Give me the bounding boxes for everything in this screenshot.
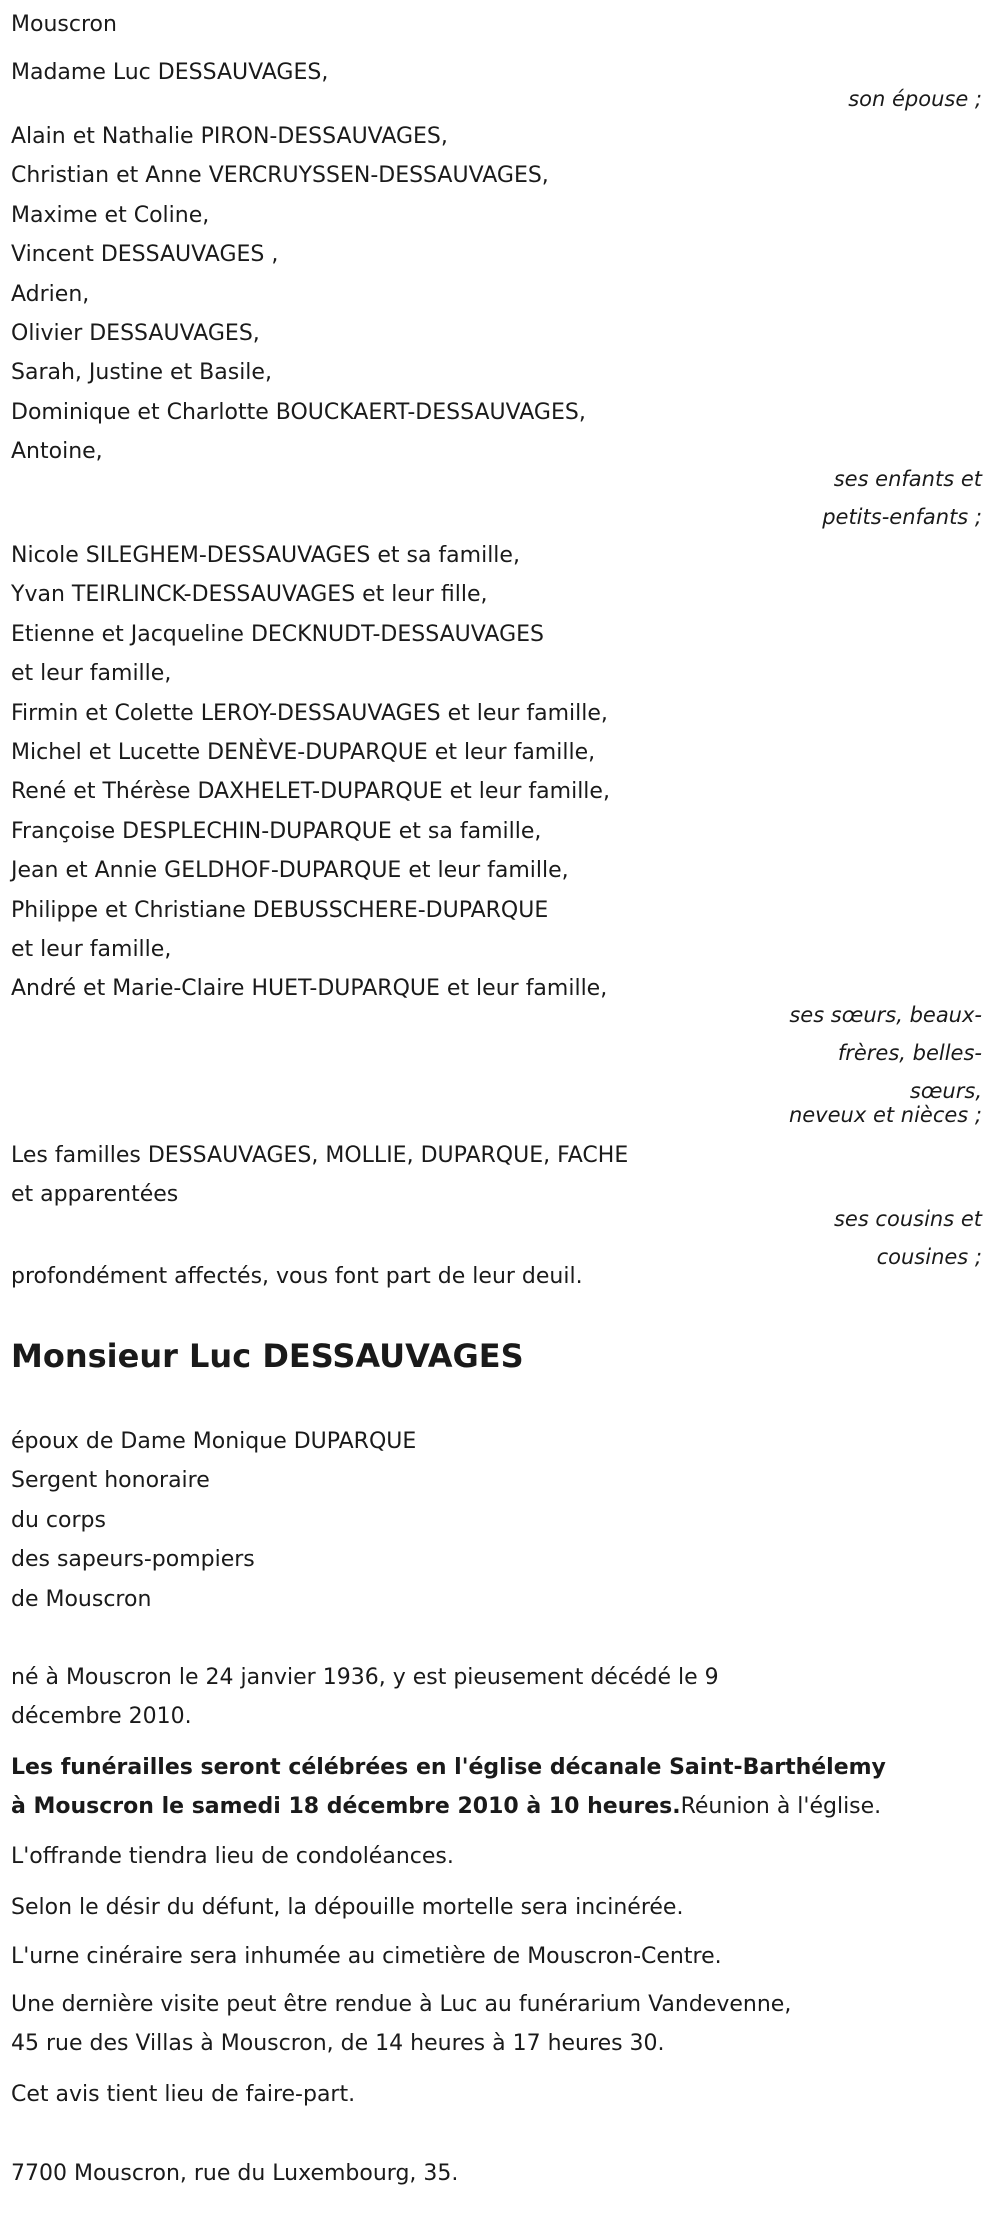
list-item: Christian et Anne VERCRUYSSEN-DESSAUVAGES, bbox=[11, 163, 549, 189]
urn bbox=[11, 1937, 722, 1976]
notice-text: Cet avis tient lieu de faire-part. bbox=[11, 2082, 356, 2107]
list-item: André et Marie-Claire HUET-DUPARQUE et leur famille, bbox=[11, 976, 608, 1002]
label-line: neveux et nièces ; bbox=[788, 1103, 982, 1127]
city-text: Mouscron bbox=[11, 12, 117, 37]
list-item: Yvan TEIRLINCK-DESSAUVAGES et leur fille, bbox=[11, 582, 488, 608]
address bbox=[11, 2154, 458, 2193]
birth-death-line: décembre 2010. bbox=[11, 1704, 192, 1730]
funeral-info bbox=[11, 1749, 886, 1826]
announcement-text: profondément affectés, vous font part de leur deuil. bbox=[11, 1264, 583, 1289]
spouse-label bbox=[848, 80, 982, 118]
list-item: Françoise DESPLECHIN-DUPARQUE et sa famille, bbox=[11, 818, 542, 844]
cremation-text: Selon le désir du défunt, la dépouille mortelle sera incinérée. bbox=[11, 1895, 684, 1920]
funeral-meeting: Réunion à l'église. bbox=[680, 1793, 882, 1819]
list-item: et apparentées bbox=[11, 1182, 179, 1208]
title-line: Sergent honoraire bbox=[11, 1468, 210, 1494]
children-label bbox=[822, 460, 982, 536]
label-line: ses sœurs, beaux- bbox=[789, 1003, 982, 1027]
notice bbox=[11, 2075, 355, 2114]
spouse bbox=[11, 53, 328, 92]
list-item: René et Thérèse DAXHELET-DUPARQUE et leur famille, bbox=[11, 779, 610, 805]
spouse-label-text: son épouse ; bbox=[848, 87, 982, 111]
list-item: Firmin et Colette LEROY-DESSAUVAGES et leur famille, bbox=[11, 700, 608, 726]
visit-line: Une dernière visite peut être rendue à Luc au funérarium Vandevenne, bbox=[11, 1992, 792, 2017]
list-item: Sarah, Justine et Basile, bbox=[11, 360, 272, 386]
list-item: Nicole SILEGHEM-DESSAUVAGES et sa famille, bbox=[11, 543, 520, 568]
cousins-label bbox=[834, 1200, 982, 1276]
title-line: époux de Dame Monique DUPARQUE bbox=[11, 1429, 417, 1454]
deceased-titles bbox=[11, 1422, 416, 1619]
title-line: du corps bbox=[11, 1507, 106, 1533]
address-text: 7700 Mouscron, rue du Luxembourg, 35. bbox=[11, 2161, 459, 2186]
list-item: Vincent DESSAUVAGES , bbox=[11, 242, 279, 268]
funeral-bold-line: à Mouscron le samedi 18 décembre 2010 à 10 heures. bbox=[11, 1793, 681, 1819]
list-item: Philippe et Christiane DEBUSSCHERE-DUPARQUE bbox=[11, 897, 549, 923]
offering bbox=[11, 1837, 454, 1876]
list-item: Dominique et Charlotte BOUCKAERT-DESSAUVAGES, bbox=[11, 399, 586, 425]
list-item: Les familles DESSAUVAGES, MOLLIE, DUPARQUE, FACHE bbox=[11, 1143, 629, 1168]
birth-death bbox=[11, 1658, 719, 1737]
list-item: Adrien, bbox=[11, 281, 90, 307]
label-line: sœurs, bbox=[909, 1079, 982, 1103]
list-item: et leur famille, bbox=[11, 661, 172, 687]
list-item: Antoine, bbox=[11, 439, 103, 465]
list-item: Olivier DESSAUVAGES, bbox=[11, 321, 260, 347]
cremation bbox=[11, 1888, 683, 1927]
label-line: frères, belles- bbox=[837, 1041, 982, 1065]
label-line: ses cousins et bbox=[833, 1207, 982, 1231]
list-item: Alain et Nathalie PIRON-DESSAUVAGES, bbox=[11, 124, 448, 149]
cousins-list bbox=[11, 1136, 628, 1215]
title-line: des sapeurs-pompiers bbox=[11, 1547, 255, 1573]
deceased-name: Monsieur Luc DESSAUVAGES bbox=[11, 1337, 524, 1375]
children-list bbox=[11, 117, 586, 472]
list-item: Maxime et Coline, bbox=[11, 202, 210, 228]
list-item: Etienne et Jacqueline DECKNUDT-DESSAUVAGES bbox=[11, 621, 544, 647]
list-item: Jean et Annie GELDHOF-DUPARQUE et leur famille, bbox=[11, 858, 569, 884]
siblings-label bbox=[789, 996, 982, 1126]
announcement bbox=[11, 1257, 583, 1296]
visit bbox=[11, 1986, 791, 2063]
birth-death-line: né à Mouscron le 24 janvier 1936, y est pieusement décédé le 9 bbox=[11, 1665, 719, 1690]
siblings-list bbox=[11, 536, 610, 1009]
label-line: petits-enfants ; bbox=[822, 505, 982, 529]
spouse-text: Madame Luc DESSAUVAGES, bbox=[11, 60, 329, 85]
title-line: de Mouscron bbox=[11, 1586, 152, 1612]
visit-line: 45 rue des Villas à Mouscron, de 14 heures à 17 heures 30. bbox=[11, 2030, 665, 2056]
urn-text: L'urne cinéraire sera inhumée au cimetière de Mouscron-Centre. bbox=[11, 1944, 722, 1969]
funeral-bold-line: Les funérailles seront célébrées en l'église décanale Saint-Barthélemy bbox=[11, 1755, 886, 1780]
label-line: ses enfants et bbox=[833, 467, 982, 491]
city bbox=[11, 5, 117, 44]
label-line: cousines ; bbox=[876, 1245, 982, 1269]
offering-text: L'offrande tiendra lieu de condoléances. bbox=[11, 1844, 454, 1869]
list-item: et leur famille, bbox=[11, 937, 172, 963]
list-item: Michel et Lucette DENÈVE-DUPARQUE et leur famille, bbox=[11, 740, 596, 766]
